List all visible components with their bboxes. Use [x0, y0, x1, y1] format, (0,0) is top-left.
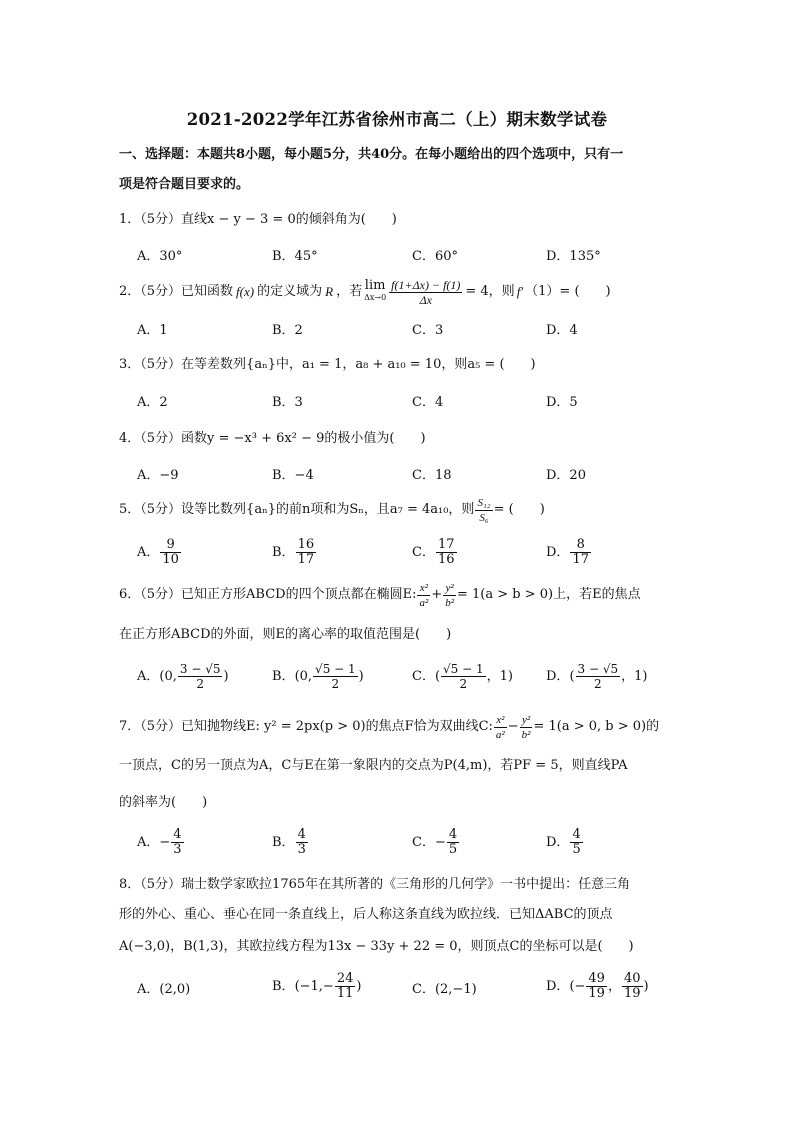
question-8-stem-cont: 形的外心、重心、垂心在同一条直线上，后人称这条直线为欧拉线．已知ΔABC的顶点	[119, 907, 613, 922]
question-8-stem: 8．（5分）瑞士数学家欧拉1765年在其所著的《三角形的几何学》一书中提出：任意三角	[119, 877, 631, 892]
q7-option-d: D． $\frac{4}{5}$	[546, 827, 581, 857]
q4-option-a: A．−9	[137, 468, 179, 483]
question-6-stem: 6．（5分）已知正方形ABCD的四个顶点都在椭圆E: $\frac{\text{x²}}{\text{a²}}$ + $\frac{\text{y²}}{\text{b²}}$ = 1(a > b > 0)上，若E的焦点	[119, 581, 641, 609]
page-title: 2021-2022学年江苏省徐州市高二（上）期末数学试卷	[186, 110, 608, 129]
q2-option-c: C．3	[412, 323, 444, 338]
q5-option-d: D． $\frac{8}{17}$	[546, 537, 589, 567]
q4-option-d: D．20	[546, 468, 586, 483]
q8-option-c: C．(2,−1)	[412, 982, 477, 997]
q7-option-a: A． − $\frac{4}{3}$	[137, 827, 182, 857]
limit-expression: lim Δx→0	[364, 278, 387, 302]
question-7-stem: 7．（5分）已知抛物线E: y² = 2px(p > 0)的焦点F恰为双曲线C: $\frac{\text{x²}}{\text{a²}}$ − $\frac{\text{y²}}{\text{b²}}$ = 1(a > 0, b > 0)的	[119, 713, 660, 741]
q8-option-a: A．(2,0)	[137, 982, 191, 997]
question-3-stem: 3．（5分）在等差数列{aₙ}中，a₁ = 1，a₈ + a₁₀ = 10，则a₅ = ( )	[119, 357, 536, 372]
question-7-stem-cont2: 的斜率为( )	[119, 795, 208, 810]
question-4-stem: 4．（5分）函数y = −x³ + 6x² − 9的极小值为( )	[119, 431, 426, 446]
q1-option-a: A．30°	[137, 249, 183, 264]
question-6-stem-cont: 在正方形ABCD的外面，则E的离心率的取值范围是( )	[119, 627, 452, 642]
q2-option-d: D．4	[546, 323, 578, 338]
q8-option-b: B． (−1,− $\frac{24}{11}$ )	[272, 971, 362, 1001]
limit-fraction: $\frac{f(1+\Delta x) - f(1)}{\Delta x}$	[391, 277, 461, 307]
q4-option-c: C．18	[412, 468, 452, 483]
q2-option-b: B．2	[272, 323, 303, 338]
q6-option-d: D． ( $\frac{3 - √5}{2}$ ，1)	[546, 662, 648, 691]
q5-option-b: B． $\frac{16}{17}$	[272, 537, 315, 567]
q4-option-b: B．−4	[272, 468, 314, 483]
q7-option-b: B． $\frac{4}{3}$	[272, 827, 306, 857]
q8-option-d: D． (− $\frac{49}{19}$ ， $\frac{40}{19}$ )	[546, 971, 649, 1001]
question-5-stem: 5．（5分）设等比数列{aₙ}的前n项和为Sₙ，且a₇ = 4a₁₀，则 $\frac{\text{S₁₂}}{\text{S₆}}$ = ( )	[119, 496, 545, 524]
q5-option-a: A． $\frac{9}{10}$	[137, 537, 179, 567]
q1-option-c: C．60°	[412, 249, 458, 264]
section-heading-cont: 项是符合题目要求的。	[119, 177, 250, 192]
q7-option-c: C． − $\frac{4}{5}$	[412, 827, 458, 857]
q6-option-a: A． (0, $\frac{3 - √5}{2}$ )	[137, 662, 229, 691]
question-8-stem-cont2: A(−3,0)，B(1,3)，其欧拉线方程为13x − 33y + 22 = 0，则顶点C的坐标可以是( )	[119, 939, 634, 954]
question-2-stem: 2．（5分）已知函数 f(x) 的定义域为 R ，若 lim Δx→0 $\frac{f(1+\Delta x) - f(1)}{\Delta x}$ = 4，则 f′ （1）= ( )	[119, 277, 611, 307]
q3-option-d: D．5	[546, 395, 578, 410]
q3-option-c: C．4	[412, 395, 444, 410]
section-heading: 一、选择题：本题共8小题，每小题5分，共40分。在每小题给出的四个选项中，只有一	[119, 147, 624, 162]
q6-option-b: B． (0, $\frac{√5 - 1}{2}$ )	[272, 662, 364, 691]
ratio-fraction: $\frac{\text{S₁₂}}{\text{S₆}}$	[477, 496, 491, 524]
q3-option-a: A．2	[137, 395, 168, 410]
q1-option-b: B．45°	[272, 249, 318, 264]
q6-option-c: C． ( $\frac{√5 - 1}{2}$ ，1)	[412, 662, 513, 691]
q2-option-a: A．1	[137, 323, 168, 338]
question-7-stem-cont: 一顶点，C的另一顶点为A，C与E在第一象限内的交点为P(4,m)，若PF = 5，则直线PA	[119, 758, 628, 773]
q3-option-b: B．3	[272, 395, 303, 410]
q1-option-d: D．135°	[546, 249, 601, 264]
question-1-stem: 1．（5分）直线x − y − 3 = 0的倾斜角为( )	[119, 212, 397, 227]
q5-option-c: C． $\frac{17}{16}$	[412, 537, 455, 567]
